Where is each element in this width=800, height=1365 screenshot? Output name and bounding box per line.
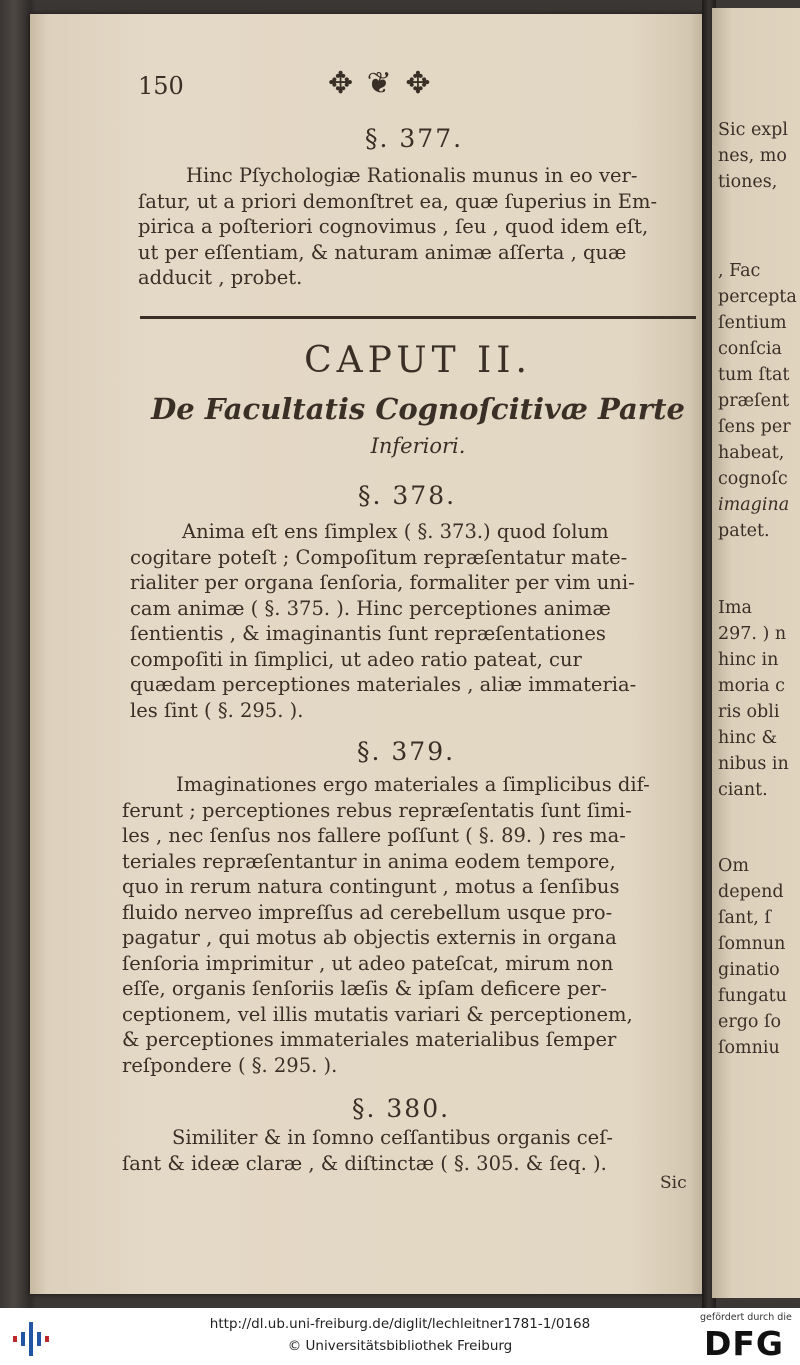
- facing-text-line: imagina: [718, 495, 790, 515]
- text-line: ſatur, ut a priori demonſtret ea, quæ ſuperius in Em-: [138, 189, 658, 213]
- page-number: 150: [138, 72, 184, 100]
- page-header: [138, 62, 680, 102]
- facing-text-line: hinc in: [718, 650, 779, 670]
- text-line: les ſint ( §. 295. ).: [130, 698, 304, 722]
- section-378-heading: §. 378.: [358, 481, 457, 510]
- section-380-heading: §. 380.: [352, 1094, 451, 1123]
- text-line: Hinc Pſychologiæ Rationalis munus in eo ver-: [186, 164, 638, 187]
- text-line: teriales repræſentantur in anima eodem tempore,: [122, 849, 616, 873]
- text-line: Similiter & in ſomno ceſſantibus organis ceſ-: [172, 1126, 614, 1149]
- facing-text-line: Ima: [718, 598, 752, 618]
- chapter-divider-rule: [140, 316, 696, 319]
- facing-text-line: tiones,: [718, 172, 778, 192]
- text-line: pagatur , qui motus ab objectis externis in organa: [122, 926, 617, 949]
- facing-text-line: præſent: [718, 391, 790, 411]
- text-line: ſant & ideæ claræ , & diſtinctæ ( §. 305. & ſeq. ).: [122, 1151, 607, 1175]
- facing-text-line: fungatu: [718, 986, 787, 1006]
- text-line: rialiter per organa ſenſoria, formaliter per vim uni-: [130, 571, 635, 594]
- text-line: compoſiti in ſimplici, ut adeo ratio pateat, cur: [130, 647, 582, 671]
- facing-text-line: moria c: [718, 676, 785, 696]
- text-line: eſſe, organis ſenſoriis læſis & ipſam deficere per-: [122, 977, 607, 1000]
- dfg-logo[interactable]: DFG: [704, 1324, 785, 1363]
- facing-text-line: habeat,: [718, 443, 785, 463]
- facing-text-line: ris obli: [718, 702, 780, 722]
- facing-text-line: cognoſc: [718, 469, 788, 489]
- text-line: pirica a poſteriori cognovimus , ſeu , quod idem eſt,: [138, 215, 649, 238]
- section-380-text: [122, 1125, 696, 1176]
- facing-text-line: 297. ) n: [718, 624, 787, 644]
- facing-text-line: ciant.: [718, 780, 768, 800]
- facing-text-line: tum ſtat: [718, 365, 790, 385]
- funding-caption: gefördert durch die: [700, 1312, 792, 1323]
- catchword: Sic: [660, 1173, 687, 1193]
- facing-text-line: percepta: [718, 287, 797, 307]
- facing-text-line: ginatio: [718, 960, 780, 980]
- facing-text-line: conſcia: [718, 339, 782, 359]
- facing-text-line: ſomnun: [718, 934, 786, 954]
- facing-text-line: nes, mo: [718, 146, 787, 166]
- text-line: ſentientis , & imaginantis ſunt repræſentationes: [130, 622, 606, 645]
- text-line: Anima eſt ens ſimplex ( §. 373.) quod ſolum: [182, 520, 609, 543]
- text-line: cogitare poteſt ; Compoſitum repræſentatur mate-: [130, 545, 628, 569]
- facing-text-line: depend: [718, 882, 784, 902]
- facing-text-line: hinc &: [718, 728, 778, 748]
- viewer-footer: [0, 1308, 800, 1365]
- header-ornament: ✥ ❦ ✥: [328, 66, 433, 101]
- facing-text-line: Sic expl: [718, 120, 788, 140]
- section-378-text: [130, 519, 698, 723]
- section-377-heading: §. 377.: [365, 124, 464, 153]
- text-line: reſpondere ( §. 295. ).: [122, 1053, 338, 1077]
- facing-text-line: nibus in: [718, 754, 789, 774]
- facing-text-line: patet.: [718, 521, 770, 541]
- text-line: ceptionem, vel illis mutatis variari & perceptionem,: [122, 1002, 633, 1026]
- facing-text-line: ſomniu: [718, 1038, 780, 1058]
- facing-text-line: , Fac: [718, 261, 761, 281]
- page-url-link[interactable]: http://dl.ub.uni-freiburg.de/diglit/lechleitner1781-1/0168: [209, 1316, 591, 1332]
- facing-text-line: Om: [718, 856, 749, 876]
- chapter-subtitle: Inferiori.: [370, 434, 466, 458]
- section-377-text: [138, 163, 700, 291]
- text-line: fluido nerveo impreſſus ad cerebellum usque pro-: [122, 900, 613, 924]
- facing-text-line: ſentium: [718, 313, 787, 333]
- text-line: ſenſoria imprimitur , ut adeo pateſcat, mirum non: [122, 951, 614, 975]
- facing-text-line: ſant, ſ: [718, 908, 771, 928]
- text-line: ferunt ; perceptiones rebus repræſentatis ſunt ſimi-: [122, 798, 632, 822]
- text-line: cam animæ ( §. 375. ). Hinc perceptiones animæ: [130, 596, 611, 620]
- chapter-heading: CAPUT II.: [304, 340, 532, 381]
- facing-text-line: ergo ſo: [718, 1012, 782, 1032]
- text-line: quo in rerum natura contingunt , motus a ſenſibus: [122, 875, 620, 898]
- facing-text-line: ſens per: [718, 417, 791, 437]
- text-line: ut per eſſentiam, & naturam animæ aſſerta , quæ: [138, 240, 627, 264]
- text-line: Imaginationes ergo materiales a ſimplicibus dif-: [176, 773, 650, 796]
- text-line: adducit , probet.: [138, 266, 303, 289]
- copyright-notice: © Universitätsbibliothek Freiburg: [287, 1338, 513, 1354]
- text-line: & perceptiones immateriales materialibus ſemper: [122, 1028, 617, 1051]
- text-line: quædam perceptiones materiales , aliæ immateria-: [130, 673, 637, 696]
- section-379-heading: §. 379.: [357, 737, 456, 766]
- text-line: les , nec ſenſus nos fallere poſſunt ( §. 89. ) res ma-: [122, 824, 626, 847]
- section-379-text: [122, 772, 696, 1078]
- chapter-title: De Facultatis Cognoſcitivæ Parte: [151, 392, 685, 426]
